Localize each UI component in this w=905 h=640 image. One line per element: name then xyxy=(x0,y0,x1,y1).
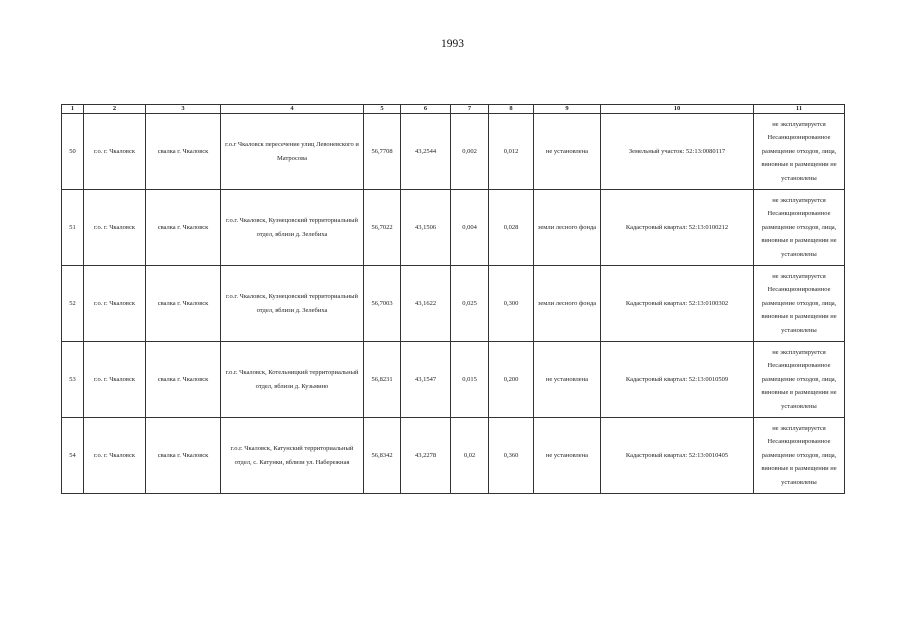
volume-cell: 0,360 xyxy=(489,418,534,494)
row-number-cell: 52 xyxy=(62,266,84,342)
municipality-cell: г.о. г. Чкаловск xyxy=(84,190,146,266)
table-row xyxy=(62,190,845,266)
area-cell: 0,015 xyxy=(451,342,489,418)
column-header: 7 xyxy=(451,105,489,114)
longitude-cell: 43,2544 xyxy=(401,114,451,190)
row-number-cell: 54 xyxy=(62,418,84,494)
area-cell: 0,025 xyxy=(451,266,489,342)
table-row xyxy=(62,418,845,494)
latitude-cell: 56,7003 xyxy=(364,266,401,342)
latitude-cell: 56,8342 xyxy=(364,418,401,494)
longitude-cell: 43,2278 xyxy=(401,418,451,494)
table-row xyxy=(62,114,845,190)
column-header: 6 xyxy=(401,105,451,114)
location-cell: г.о.г. Чкаловск, Кузнецовский территориальный отдел, вблизи д. Зелебиха xyxy=(221,190,364,266)
location-cell: г.о.г. Чкаловск, Катунский территориальный отдел, с. Катунки, вблизи ул. Набережная xyxy=(221,418,364,494)
status-cell: не эксплуатируется Несанкционированное размещение отходов, лица, виновные в размещении не установлены xyxy=(754,418,845,494)
cadastral-cell: Кадастровый квартал: 52:13:0010405 xyxy=(601,418,754,494)
row-number-cell: 53 xyxy=(62,342,84,418)
object-name-cell: свалка г. Чкаловск xyxy=(146,266,221,342)
column-header: 11 xyxy=(754,105,845,114)
cadastral-cell: Кадастровый квартал: 52:13:0100302 xyxy=(601,266,754,342)
municipality-cell: г.о. г. Чкаловск xyxy=(84,266,146,342)
location-cell: г.о.г. Чкаловск, Кузнецовский территориальный отдел, вблизи д. Зелебиха xyxy=(221,266,364,342)
location-cell: г.о.г. Чкаловск, Котельницкий территориальный отдел, вблизи д. Кузьмино xyxy=(221,342,364,418)
volume-cell: 0,028 xyxy=(489,190,534,266)
table-row xyxy=(62,266,845,342)
cadastral-cell: Кадастровый квартал: 52:13:0100212 xyxy=(601,190,754,266)
longitude-cell: 43,1547 xyxy=(401,342,451,418)
longitude-cell: 43,1506 xyxy=(401,190,451,266)
latitude-cell: 56,8231 xyxy=(364,342,401,418)
object-name-cell: свалка г. Чкаловск xyxy=(146,190,221,266)
volume-cell: 0,012 xyxy=(489,114,534,190)
row-number-cell: 50 xyxy=(62,114,84,190)
volume-cell: 0,300 xyxy=(489,266,534,342)
municipality-cell: г.о. г. Чкаловск xyxy=(84,418,146,494)
column-header: 3 xyxy=(146,105,221,114)
municipality-cell: г.о. г. Чкаловск xyxy=(84,114,146,190)
latitude-cell: 56,7022 xyxy=(364,190,401,266)
column-header: 9 xyxy=(534,105,601,114)
volume-cell: 0,200 xyxy=(489,342,534,418)
area-cell: 0,002 xyxy=(451,114,489,190)
column-header: 8 xyxy=(489,105,534,114)
object-name-cell: свалка г. Чкаловск xyxy=(146,114,221,190)
dump-site-registry-table xyxy=(61,104,845,494)
status-cell: не эксплуатируется Несанкционированное размещение отходов, лица, виновные в размещении не установлены xyxy=(754,114,845,190)
location-cell: г.о.г Чкаловск пересечение улиц Левоневского и Матросова xyxy=(221,114,364,190)
status-cell: не эксплуатируется Несанкционированное размещение отходов, лица, виновные в размещении не установлены xyxy=(754,190,845,266)
cadastral-cell: Земельный участок: 52:13:0080117 xyxy=(601,114,754,190)
column-header: 10 xyxy=(601,105,754,114)
land-category-cell: не установлена xyxy=(534,342,601,418)
land-category-cell: не установлена xyxy=(534,114,601,190)
area-cell: 0,02 xyxy=(451,418,489,494)
column-header: 4 xyxy=(221,105,364,114)
page-number: 1993 xyxy=(441,38,464,50)
table-row xyxy=(62,342,845,418)
column-header: 5 xyxy=(364,105,401,114)
area-cell: 0,004 xyxy=(451,190,489,266)
object-name-cell: свалка г. Чкаловск xyxy=(146,418,221,494)
municipality-cell: г.о. г. Чкаловск xyxy=(84,342,146,418)
cadastral-cell: Кадастровый квартал: 52:13:0010509 xyxy=(601,342,754,418)
land-category-cell: не установлена xyxy=(534,418,601,494)
status-cell: не эксплуатируется Несанкционированное размещение отходов, лица, виновные в размещении не установлены xyxy=(754,266,845,342)
column-header: 2 xyxy=(84,105,146,114)
column-header: 1 xyxy=(62,105,84,114)
land-category-cell: земли лесного фонда xyxy=(534,266,601,342)
row-number-cell: 51 xyxy=(62,190,84,266)
object-name-cell: свалка г. Чкаловск xyxy=(146,342,221,418)
header-row xyxy=(62,105,845,114)
longitude-cell: 43,1622 xyxy=(401,266,451,342)
land-category-cell: земли лесного фонда xyxy=(534,190,601,266)
latitude-cell: 56,7708 xyxy=(364,114,401,190)
status-cell: не эксплуатируется Несанкционированное размещение отходов, лица, виновные в размещении не установлены xyxy=(754,342,845,418)
